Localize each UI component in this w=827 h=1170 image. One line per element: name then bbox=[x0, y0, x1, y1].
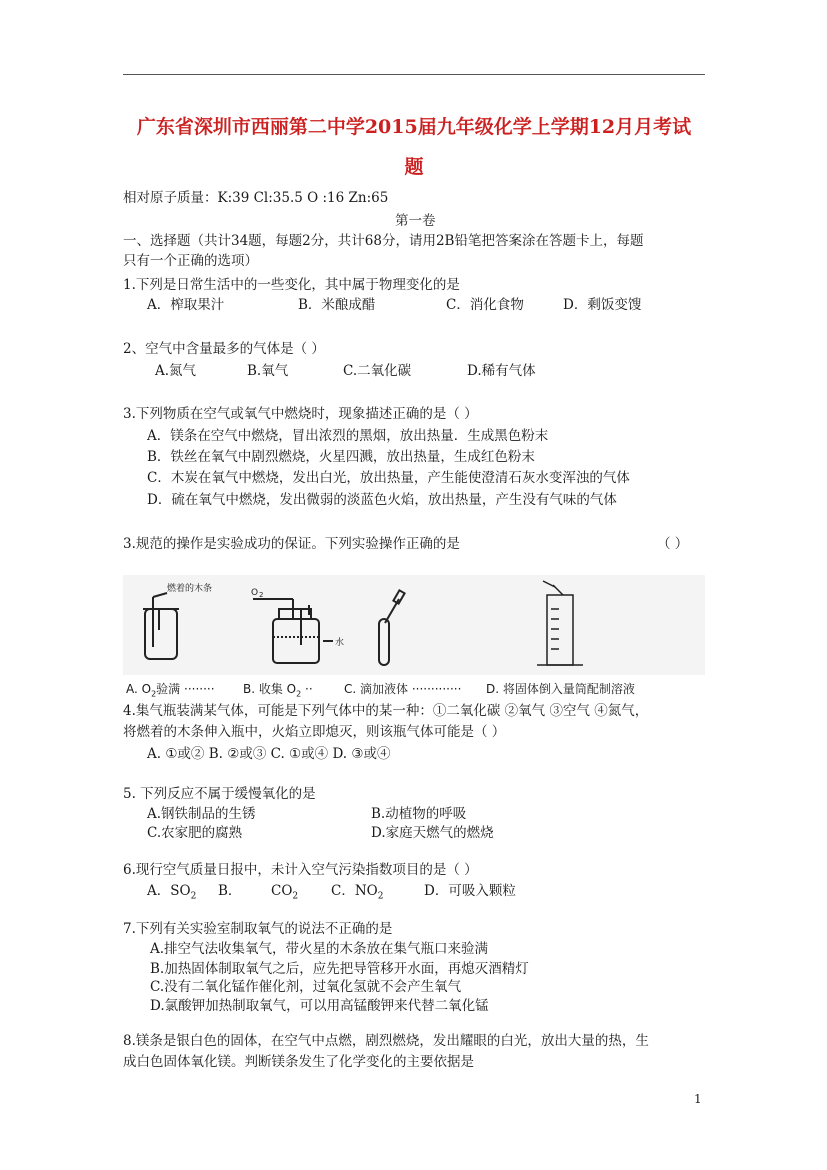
label-burning-splint: 燃着的木条 bbox=[167, 584, 213, 594]
fig-caption-d: D. 将固体倒入量筒配制溶液 bbox=[486, 682, 635, 696]
q2-option-d: D.稀有气体 bbox=[467, 363, 536, 379]
q3b-answer-paren: （ ） bbox=[657, 536, 689, 552]
q3b-stem: 3.规范的操作是实验成功的保证。下列实验操作正确的是 bbox=[123, 536, 460, 552]
q7-option-b: B.加热固体制取氧气之后，应先把导管移开水面，再熄灭酒精灯 bbox=[150, 961, 529, 977]
q3a-option-a: A．镁条在空气中燃烧，冒出浓烈的黑烟，放出热量．生成黑色粉末 bbox=[147, 428, 549, 444]
exam-title-line2: 题 bbox=[404, 156, 424, 178]
q7-stem: 7.下列有关实验室制取氧气的说法不正确的是 bbox=[123, 921, 393, 937]
exam-title-line1: 广东省深圳市西丽第二中学2015届九年级化学上学期12月月考试 bbox=[136, 116, 692, 138]
label-o2: O bbox=[251, 588, 259, 598]
q1-option-c: C．消化食物 bbox=[446, 297, 524, 313]
section-instruction-2: 只有一个正确的选项） bbox=[123, 253, 258, 269]
q2-stem: 2、空气中含量最多的气体是（ ） bbox=[123, 341, 325, 357]
q2-option-c: C.二氧化碳 bbox=[343, 363, 412, 379]
fig-caption-c: C. 滴加液体 ············· bbox=[344, 682, 462, 696]
q3a-option-c: C．木炭在氧气中燃烧，发出白光，放出热量，产生能使澄清石灰水变浑浊的气体 bbox=[147, 470, 630, 486]
q8-line1: 8.镁条是银白色的固体，在空气中点燃，剧烈燃烧，发出耀眼的白光，放出大量的热，生 bbox=[123, 1033, 649, 1049]
q5-option-b: B.动植物的呼吸 bbox=[371, 806, 467, 822]
page-number: 1 bbox=[694, 1092, 702, 1106]
q4-stem-line1: 4.集气瓶装满某气体，可能是下列气体中的某一种：①二氧化碳 ②氧气 ③空气 ④氮气， bbox=[123, 703, 649, 719]
q6-option-b-label: B． bbox=[218, 883, 242, 899]
q6-option-b-value: $CO_2$ bbox=[271, 883, 299, 902]
label-water: 水 bbox=[335, 638, 345, 648]
volume-heading: 第一卷 bbox=[395, 213, 436, 229]
q2-option-a: A.氮气 bbox=[155, 363, 197, 379]
label-o2-subscript: 2 bbox=[259, 591, 264, 599]
q5-stem: 5. 下列反应不属于缓慢氧化的是 bbox=[123, 786, 316, 802]
q6-option-a: A．$SO_2$ bbox=[147, 883, 197, 902]
q6-option-d: D．可吸入颗粒 bbox=[424, 883, 516, 899]
q1-option-a: A．榨取果汁 bbox=[147, 297, 225, 313]
q7-option-a: A.排空气法收集氧气，带火星的木条放在集气瓶口来验满 bbox=[150, 941, 489, 957]
q3a-option-d: D．硫在氧气中燃烧，发出微弱的淡蓝色火焰，放出热量，产生没有气味的气体 bbox=[147, 492, 617, 508]
q6-option-c: C．$NO_2$ bbox=[331, 883, 384, 902]
q1-stem: 1.下列是日常生活中的一些变化，其中属于物理变化的是 bbox=[123, 277, 460, 293]
q7-option-c: C.没有二氧化锰作催化剂，过氧化氢就不会产生氧气 bbox=[150, 979, 462, 995]
q4-options: A. ①或② B. ②或③ C. ①或④ D. ③或④ bbox=[147, 746, 391, 762]
q7-option-d: D.氯酸钾加热制取氧气，可以用高锰酸钾来代替二氧化锰 bbox=[150, 998, 489, 1014]
section-instruction-1: 一、选择题（共计34题，每题2分，共计68分，请用2B铅笔把答案涂在答题卡上，每题 bbox=[123, 233, 644, 249]
q5-option-d: D.家庭天燃气的燃烧 bbox=[371, 825, 494, 841]
fig-caption-a: A. $O_2$验满 ········ bbox=[126, 682, 215, 699]
q5-option-c: C.农家肥的腐熟 bbox=[147, 825, 243, 841]
q2-option-b: B.氧气 bbox=[247, 363, 289, 379]
atomic-mass-line: 相对原子质量：K:39 Cl:35.5 O :16 Zn:65 bbox=[123, 190, 389, 206]
q6-stem: 6.现行空气质量日报中，未计入空气污染指数项目的是（ ） bbox=[123, 862, 478, 878]
q4-stem-line2: 将燃着的木条伸入瓶中，火焰立即熄灭，则该瓶气体可能是（ ） bbox=[123, 724, 506, 740]
q1-option-b: B．米酿成醋 bbox=[298, 297, 376, 313]
q8-line2: 成白色固体氧化镁。判断镁条发生了化学变化的主要依据是 bbox=[123, 1054, 474, 1070]
lab-apparatus-figure bbox=[123, 575, 705, 675]
q3a-stem: 3.下列物质在空气或氧气中燃烧时，现象描述正确的是（ ） bbox=[123, 406, 478, 422]
q3a-option-b: B．铁丝在氧气中剧烈燃烧，火星四溅，放出热量，生成红色粉末 bbox=[147, 449, 535, 465]
fig-caption-b: B. 收集 $O_2$ ·· bbox=[243, 682, 313, 699]
q5-option-a: A.钢铁制品的生锈 bbox=[147, 806, 256, 822]
header-rule bbox=[123, 74, 705, 75]
q1-option-d: D．剩饭变馊 bbox=[563, 297, 642, 313]
